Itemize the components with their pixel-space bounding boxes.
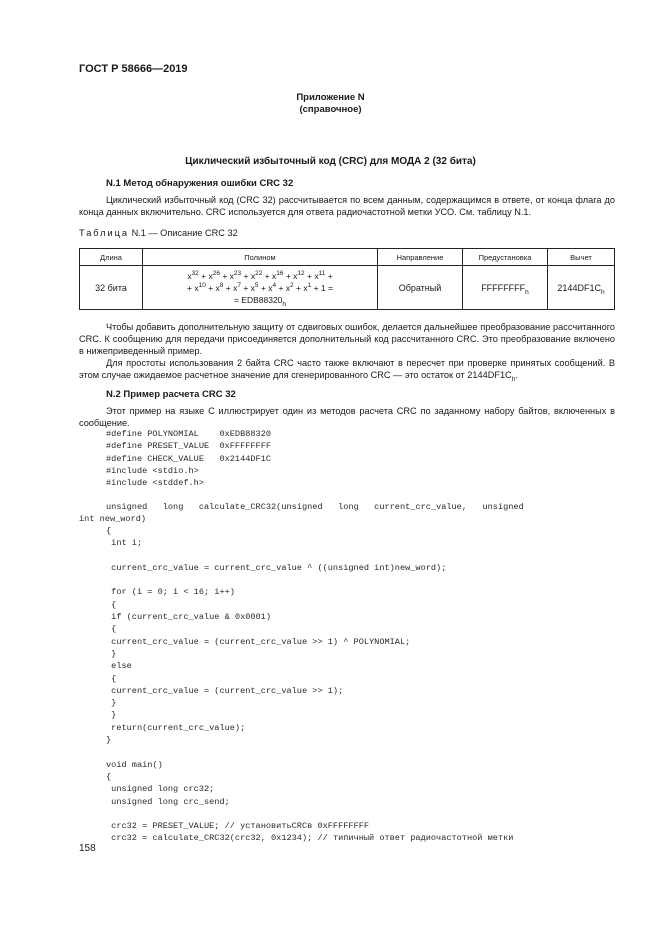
polynomial-hex-suffix: h (282, 300, 287, 308)
section-n2-heading: N.2 Пример расчета CRC 32 (106, 389, 236, 400)
table-caption-prefix: Таблица (79, 228, 130, 238)
table-caption-text: N.1 — Описание CRC 32 (131, 228, 238, 238)
col-length-header: Длина (80, 249, 143, 266)
col-direction-header: Направление (378, 249, 463, 266)
code-defines: #define POLYNOMIAL 0xEDB88320 #define PRESET_VALUE 0xFFFFFFFF #define CHECK_VALUE 0x2144DF1C #include <stdio.h> #include <stddef.h> (106, 429, 272, 489)
page-number: 158 (79, 843, 96, 854)
preset-value: FFFFFFFF (481, 282, 526, 293)
cell-residue (548, 266, 615, 310)
appendix-title: Приложение N (296, 92, 365, 103)
col-preset-header: Предустановка (463, 249, 548, 266)
col-residue-header: Вычет (548, 249, 615, 266)
paragraph-shift-protection (79, 321, 615, 357)
paragraph-simplicity-text: Для простоты использования 2 байта CRC часто также включают в пересчет при проверке принятых сообщений. В этом случае ожидаемое расчетное значение для сгенерированного CRC — это остаток от 2144DF1C (79, 358, 615, 380)
preset-hex-suffix: h (525, 288, 529, 296)
section-n1-heading: N.1 Метод обнаружения ошибки CRC 32 (106, 178, 294, 189)
paragraph-simplicity (79, 357, 615, 381)
paragraph-simplicity-hex-suffix: h (511, 376, 516, 383)
table-caption (79, 228, 238, 238)
table-header-row (80, 249, 615, 266)
paragraph-shift-protection-text: Чтобы добавить дополнительную защиту от сдвиговых ошибок, делается дальнейшее преобразование рассчитанного CRC. К сообщению для передачи присоединяется дополнительный код рассчитанного CRC. Это преобразование включено в нижеприведенный пример. (79, 322, 615, 356)
section-n1-text: Циклический избыточный код (CRC 32) рассчитывается по всем данным, содержащимся в ответе, от конца флага до конца данных включительно. CRC используется для ответа радиочастотной метки УСО. См. таблицу N.1. (79, 195, 615, 217)
appendix-subtitle: (справочное) (299, 104, 362, 115)
col-polynomial-header: Полином (143, 249, 378, 266)
crc-table (79, 248, 615, 310)
code-body: { int i; current_crc_value = current_crc_value ^ ((unsigned int)new_word); for (i = 0; i < 16; i++) { if (current_crc_value & 0x0001) { current_crc_value = (current_crc_value >> 1) ^ POLYNOMIAL; } else { current_crc_value = (current_crc_value >> 1); } } return(current_crc_value); } void main() { unsigned long crc32; unsigned long crc_send; crc32 = PRESET_VALUE; // установитьCRCв 0xFFFFFFFF crc32 = calculate_CRC32(crc32, 0x1234); // типичный ответ радиочастотной метки (106, 526, 514, 844)
main-title: Циклический избыточный код (CRC) для МОДА 2 (32 бита) (185, 156, 476, 167)
polynomial-line-3 (145, 294, 375, 306)
cell-polynomial (143, 266, 378, 310)
paragraph-simplicity-end: . (515, 370, 518, 380)
section-n2-text: Этот пример на языке С иллюстрирует один из методов расчета CRC по заданному набору байтов, включенных в сообщение. (79, 406, 615, 428)
code-signature-line-1: unsigned long calculate_CRC32(unsigned long current_crc_value, unsigned (106, 502, 524, 512)
section-n1-paragraph (79, 194, 615, 218)
document-header: ГОСТ Р 58666—2019 (79, 63, 188, 75)
residue-value: 2144DF1C (557, 282, 601, 293)
cell-direction: Обратный (378, 266, 463, 310)
section-n2-paragraph (79, 405, 615, 429)
table-row (80, 266, 615, 310)
cell-length: 32 бита (80, 266, 143, 310)
polynomial-value: = EDB88320 (233, 294, 283, 305)
residue-hex-suffix: h (600, 288, 605, 296)
polynomial-line-1: $x^{32} + x^{26} + x^{23} + x^{22} + x^{16} + x^{12} + x^{11}$ + (187, 269, 333, 281)
code-signature-line-2: int new_word) (79, 514, 147, 524)
polynomial-line-2: + $x^{10} + x^8 + x^7 + x^5 + x^4 + x^2 + x^1 + 1$ = (187, 281, 333, 293)
cell-preset (463, 266, 548, 310)
